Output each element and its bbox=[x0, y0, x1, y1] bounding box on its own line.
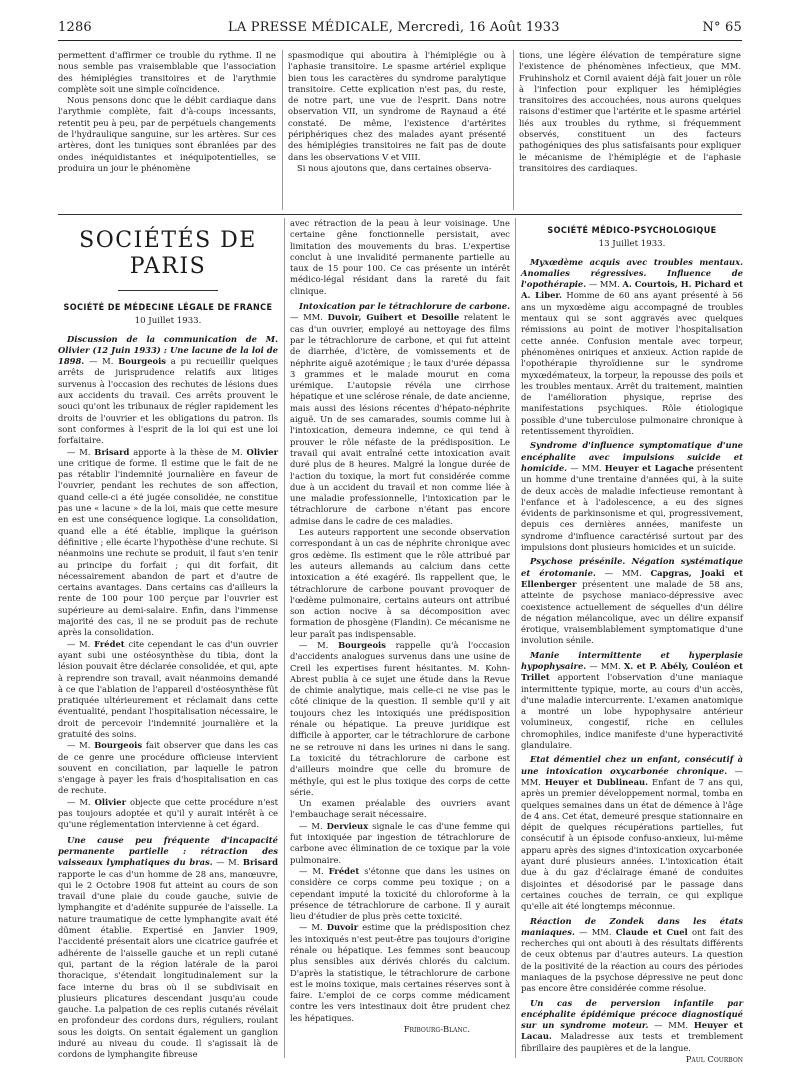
author-name: Brisard bbox=[242, 857, 278, 868]
author-name: Duvoir bbox=[326, 922, 359, 933]
author-name: Bourgeois bbox=[94, 740, 143, 751]
article-heading: Réaction de Zondek dans les états maniaques. bbox=[521, 915, 743, 937]
author-name: Bourgeois bbox=[118, 356, 167, 367]
society-title: SOCIÉTÉ MÉDICO-PSYCHOLOGIQUE bbox=[547, 226, 717, 236]
session-date: 10 Juillet 1933. bbox=[134, 316, 202, 327]
article-heading: Discussion de la communication de M. Olivier (12 Juin 1933) : Une lacune de la loi de 1898. bbox=[58, 333, 278, 367]
paragraph: spasmodique qui aboutira à l'hémiplégie ou à l'aphasie transitoire. Le spasme artériel explique bien tous les caractères du syndrome paralytique transitoire. Cette explication n'est pas, du reste, de notre part, une vue de l'esprit. Dans notre observation VII, un syndrome de Raynaud a été constaté. De même, l'existence d'artérites périphériques chez des malades ayant présenté des hémiplégies transitoires ne fait pas de doute dans les observations V et VIII. bbox=[288, 50, 506, 162]
author-name: Heuyer et Lacau. bbox=[521, 1020, 743, 1042]
journal-title: LA PRESSE MÉDICALE, Mercredi, 16 Août 1933 bbox=[228, 20, 560, 35]
section-title: SOCIÉTÉS DE PARIS bbox=[79, 228, 257, 279]
paragraph: permettent d'affirmer ce trouble du rythme. Il ne nous semble pas vraisemblable que l'association des hémiplégies transitoires et de l'arythmie complète soit une simple coïncidence. bbox=[58, 50, 276, 94]
paragraph: Les auteurs rapportent une seconde observation correspondant à un cas de néphrite chronique avec gros œdème. Ils estiment que le rôle attribué par les auteurs allemands au calcium dans cette intoxication a été exagéré. Ils rappellent que, le tétrachlorure de carbone pouvant provoquer de l'œdème pulmonaire, certains auteurs ont attribué son action nocive à sa décomposition avec formation de phosgène (Flandin). Ce mécanisme ne leur paraît pas indispensable. bbox=[290, 527, 510, 639]
middle-column: avec rétraction de la peau à leur voisinage. Une certaine gêne fonctionnelle persistait, avec limitation des mouvements du bras. L'expertise conclut à une invalidité permanente partielle au taux de 15 pour 100. Ce cas présente un intérêt médico-légal résidant dans la rareté du fait clinique. Intoxication par le tétrachlorure de carbone. — MM. Duvoir, Guibert et Desoille relatent le cas d'un ouvrier, employé au nettoyage des films par le tétrachlorure de carbone, et qui fut atteint de diarrhée, d'ictère, de vomissements et de néphrite aiguë azotémique ; le taux d'urée dépassa 3 grammes et le malade mourut en coma urémique. L'autopsie révéla une cirrhose hépatique et une sclérose rénale, de date ancienne, mais aussi des lésions récentes d'hépato-néphrite aiguë. Un de ses camarades, soumis comme lui à l'intoxication, demeura indemne, ce qui tend à prouver le rôle néfaste de la prédisposition. Le travail qui avait entraîné cette intoxication avait duré plus de 8 heures. Malgré la longue durée de l'action du toxique, la mort fut considérée comme due à un accident du travail et non comme liée à une maladie professionnelle, l'intoxication par le tétrachlorure de carbone n'étant pas encore admise dans le cadre de ces maladies. Les auteurs rapportent une seconde observation correspondant à un cas de néphrite chronique avec gros œdème. Ils estiment que le rôle attribué par les auteurs allemands au calcium dans cette intoxication a été exagéré. Ils rappellent que, le tétrachlorure de carbone pouvant provoquer de l'œdème pulmonaire, certains auteurs ont attribué son action nocive à sa décomposition avec formation de phosgène (Flandin). Ce mécanisme ne leur paraît pas indispensable. — M. Bourgeois rappelle qu'à l'occasion d'accidents analogues survenus dans une usine de Creil les expertises furent hésitantes. M. Kohn-Abrest publia à ce sujet une étude dans la Revue de chimie analytique, mais celle-ci ne vise pas le côté clinique de la question. Il semble qu'il y ait toujours chez les intoxiqués une prédisposition rénale ou hépatique. La preuve juridique est difficile à apporter, car le tétrachlorure de carbone ne se retrouve ni dans les urines ni dans le sang. La toxicité du tétrachlorure de carbone est d'ailleurs moindre que celle du bromure de méthyle, qui est le plus toxique des corps de cette série. Un examen préalable des ouvriers avant l'embauchage serait nécessaire. — M. Dervieux signale le cas d'une femme qui fut intoxiquée par ingestion de tétrachlorure de carbone avec élimination de ce toxique par la voie pulmonaire. — M. Frédet s'étonne que dans les usines on considère ce corps comme peu toxique ; on a cependant imputé la toxicité du chloroforme à la présence de tétrachlorure de carbone. Il y aurait lieu d'étudier de plus près cette toxicité. — M. Duvoir estime que la prédisposition chez les intoxiqués n'est peut-être pas toujours d'origine rénale ou hépatique. Les femmes sont beaucoup plus sensibles aux dérivés chlorés du calcium. D'après la statistique, le tétrachlorure de carbone est le moins toxique, mais certaines réserves sont à faire. L'emploi de ce corps comme médicament contre les vers intestinaux doit être prudent chez les hépatiques. Fribourg-Blanc. bbox=[290, 218, 511, 1035]
author-name: Capgras, Joaki et Ellenberger bbox=[521, 567, 743, 589]
article-heading: Syndrome d'influence symptomatique d'une encéphalite avec impulsions suicide et homicide. bbox=[521, 440, 743, 473]
top-column-3 bbox=[519, 50, 741, 210]
author-name: Frédet bbox=[94, 638, 125, 649]
column-divider bbox=[284, 218, 285, 1058]
paragraph: Un examen préalable des ouvriers avant l'embauchage serait nécessaire. bbox=[290, 798, 510, 820]
top-column-1 bbox=[58, 50, 276, 210]
paragraph: avec rétraction de la peau à leur voisinage. Une certaine gêne fonctionnelle persistait, avec limitation des mouvements du bras. L'expertise conclut à une invalidité permanente partielle au taux de 15 pour 100. Ce cas présente un intérêt médico-légal résidant dans la rareté du fait clinique. bbox=[290, 218, 510, 296]
left-column: SOCIÉTÉS DE PARIS SOCIÉTÉ DE MÉDECINE LÉGALE DE FRANCE 10 Juillet 1933. Discussion de la communication de M. Olivier (12 Juin 1933) : Une lacune de la loi de 1898. — M. Bourgeois a pu recueillir quelques arrêts de jurisprudence relatifs aux litiges survenus à l'occasion des rechutes de lésions dues aux accidents du travail. Ces arrêts prouvent le souci qu'ont les tribunaux de régler rapidement les droits de l'ouvrier et les obligations du patron. Ils sont conformes à l'esprit de la loi qui est une loi forfaitaire. — M. Brisard apporte à la thèse de M. Olivier une critique de forme. Il estime que le fait de ne pas rétablir l'indemnité journalière en faveur de l'ouvrier, pendant les rechutes de son affection, quand celle-ci a été jugée consolidée, ne constitue pas une « lacune » de la loi, mais que cette mesure en est une conséquence logique. La consolidation, quand elle a été établie, implique la guérison définitive ; elle écarte l'hypothèse d'une rechute. Si néanmoins une rechute se produit, il faut s'en tenir au principe du forfait ; qui dit forfait, dit nécessairement abandon de part et d'autre de certains avantages. Dans certains cas d'ailleurs la rente de 100 pour 100 perçue par l'ouvrier est supérieure au demi-salaire. Enfin, dans l'immense majorité des cas, il ne se produit pas de rechute après la consolidation. — M. Frédet cite cependant le cas d'un ouvrier ayant subi une ostéosynthèse du tibia, dont la lésion pouvait être déclarée consolidée, et qui, apte à reprendre son travail, avait néanmoins demandé à ce que l'ablation de l'appareil d'ostéosynthèse fût pratiquée ultérieurement et réclamait dans cette éventualité, pendant l'hospitalisation nécessaire, le droit de percevoir l'indemnité journalière et la gratuité des soins. — M. Bourgeois fait observer que dans les cas de ce genre une procédure officieuse intervient souvent en conciliation, par laquelle le patron s'engage à payer les frais d'hospitalisation en cas de rechute. — M. Olivier objecte que cette procédure n'est pas toujours adoptée et qu'il y aurait intérêt à ce qu'une réglementation intervienne à cet égard. Une cause peu fréquente d'incapacité permanente partielle : rétraction des vaisseaux lymphatiques du bras. — M. Brisard rapporte le cas d'un homme de 28 ans, manœuvre, qui le 2 Octobre 1908 fut atteint au cours de son travail d'une plaie du coude gauche, suivie de lymphangite et d'adénite suppurée de l'aisselle. La nature traumatique de cette lymphangite avait été dûment établie. Expertisé en Janvier 1909, l'accidenté présentait alors une cicatrice gaufrée et adhérente de l'aisselle gauche et un repli cutané qui, partant de la région latérale de la paroi thoracique, s'étendait longitudinalement sur la face interne du bras où il se subdivisait en plusieurs plicatures descendant jusqu'au coude gauche. La palpation de ces replis cutanés révélait en profondeur des cordons durs, réguliers, roulant sous les doigts. On sentait également un ganglion induré au niveau du coude. Il s'agissait là de cordons de lymphangite fibreuse bbox=[58, 228, 279, 1060]
page-header bbox=[58, 20, 742, 41]
paragraph: Nous pensons donc que le débit cardiaque dans l'arythmie complète, fait d'à-coups incessants, retentit peu à peu, par de perpétuels changements de l'hydraulique sanguine, sur les artères. Sur ces artères, dont les tuniques sont ébranlées par des ondes inéquidistantes et inéquipotentielles, se produira un jour le phénomène bbox=[58, 95, 276, 173]
column-divider bbox=[282, 50, 283, 210]
article-heading: Myxœdème acquis avec troubles mentaux. Anomalies régressives. Influence de l'opothérapie. bbox=[521, 256, 743, 290]
author-name: Frédet bbox=[328, 865, 360, 876]
author-name: Heuyer et Lagache bbox=[604, 462, 694, 473]
author-name: Dervieux bbox=[326, 820, 369, 831]
author-name: Olivier bbox=[94, 796, 127, 807]
author-name: Olivier bbox=[246, 446, 278, 457]
article-heading: Etat démentiel chez un enfant, consécutif à une intoxication oxycarbonée chronique. bbox=[521, 754, 743, 776]
signature: Paul Courbon bbox=[685, 1054, 743, 1065]
author-name: Bourgeois bbox=[338, 639, 386, 650]
paragraph: tions, une légère élévation de température signe l'existence de phénomènes infectieux, que MM. Fruhinsholz et Cornil avaient déjà fait jouer un rôle à l'infection pour expliquer les hémiplégies transitoires des accouchées, nous aurons quelques raisons d'estimer que l'artérite et le spasme artériel liés aux troubles du rythme, si fréquemment observés, constituent un des facteurs pathogéniques des plus satisfaisants pour expliquer le mécanisme de l'hémiplégie et de l'aphasie transitoires des cardiaques. bbox=[519, 50, 741, 173]
article-heading: Intoxication par le tétrachlorure de carbone. bbox=[299, 301, 510, 312]
signature: Fribourg-Blanc. bbox=[403, 1024, 470, 1035]
section-rule bbox=[58, 214, 742, 215]
author-name: Heuyer et Dublineau. bbox=[544, 776, 648, 787]
column-divider bbox=[515, 218, 516, 1058]
society-title: SOCIÉTÉ DE MÉDECINE LÉGALE DE FRANCE bbox=[63, 303, 273, 313]
author-name: A. Courtois, H. Pichard et A. Liber. bbox=[521, 279, 743, 301]
column-divider bbox=[513, 50, 514, 210]
article-heading: Une cause peu fréquente d'incapacité permanente partielle : rétraction des vaisseaux lymphatiques du bras. bbox=[58, 834, 278, 868]
author-name: Claude et Cuel bbox=[615, 926, 688, 937]
article-heading: Psychose présénile. Négation systématique et érotomanie. bbox=[521, 556, 743, 578]
top-column-2 bbox=[288, 50, 506, 210]
author-name: X. et P. Abély, Couléon et Trillet bbox=[521, 660, 743, 683]
author-name: Brisard bbox=[94, 446, 130, 457]
issue-number: N° 65 bbox=[702, 20, 742, 35]
article-heading: Manie intermittente et hyperplasie hypophysaire. bbox=[521, 649, 743, 671]
session-date: 13 Juillet 1933. bbox=[598, 239, 666, 250]
author-name: Duvoir, Guibert et Desoille bbox=[327, 312, 460, 323]
paragraph: Si nous ajoutons que, dans certaines observa- bbox=[297, 162, 492, 173]
article-heading: Un cas de perversion infantile par encéphalite épidémique précoce diagnostiqué sur un syndrome moteur. bbox=[521, 997, 743, 1031]
page-number: 1286 bbox=[58, 20, 92, 35]
title-rule bbox=[118, 290, 218, 291]
right-column: SOCIÉTÉ MÉDICO-PSYCHOLOGIQUE 13 Juillet 1933. Myxœdème acquis avec troubles mentaux. Anomalies régressives. Influence de l'opothérapie. — MM. A. Courtois, H. Pichard et A. Liber. Homme de 60 ans ayant présenté à 56 ans un myxœdème aigu accompagné de troubles mentaux qui se sont aggravés avec quelques rémissions au point de motiver l'hospitalisation cette année. Confusion mentale avec torpeur, phénomènes oniriques et anxieux. Action rapide de l'opothérapie thyroïdienne sur le syndrome myxœdémateux, la torpeur, la repousse des poils et les troubles mentaux. Arrêt du traitement, maintien de l'amélioration physique, reprise des manifestations psychiques. Rôle étiologique possible d'une tuberculose pulmonaire chronique à retentissement thyroïdien. Syndrome d'influence symptomatique d'une encéphalite avec impulsions suicide et homicide. — MM. Heuyer et Lagache présentent un homme d'une trentaine d'années qui, à la suite de deux accès de maladie infectieuse remontant à l'enfance et à l'adolescence, a eu des signes évidents de parkinsonisme et qui, progressivement, depuis ces dernières années, manifeste un syndrome d'influence caractérisé surtout par des impulsions dont plusieurs homicides et un suicide. Psychose présénile. Négation systématique et érotomanie. — MM. Capgras, Joaki et Ellenberger présentent une malade de 58 ans, atteinte de psychose maniaco-dépressive avec coexistence actuellement de séquelles d'un délire de négation mélancolique, avec un délire expansif érotique, vraisemblablement symptomatique d'une involution sénile. Manie intermittente et hyperplasie hypophysaire. — MM. X. et P. Abély, Couléon et Trillet apportent l'observation d'une maniaque intermittente typique, morte, au cours d'un accès, d'une maladie intercurrente. L'examen anatomique a montré un lobe hypophysaire antérieur volumineux, congestif, riche en cellules chromophiles, indice manifeste d'une hyperactivité glandulaire. Etat démentiel chez un enfant, consécutif à une intoxication oxycarbonée chronique. — MM. Heuyer et Dublineau. Enfant de 7 ans qui, après un premier développement normal, tomba en quelques semaines dans un état de démence à l'âge de 4 ans. Cet état, demeuré presque stationnaire en dépit de quelques récupérations partielles, fut consécutif à un épisode confuso-anxieux, lui-même apparu après des signes d'intoxication oxycarbonée ayant duré plusieurs années. L'intoxication était due à du gaz d'éclairage émané de conduites disjointes et désodorisé par le passage dans certaines couches de terrain, ce qui explique qu'elle ait été longtemps méconnue. Réaction de Zondek dans les états maniaques. — MM. Claude et Cuel ont fait des recherches qui ont abouti à des résultats différents de ceux obtenus par d'autres auteurs. La question de la positivité de la réaction au cours des périodes maniaques de la psychose dépressive ne peut donc pas encore être considérée comme résolue. Un cas de perversion infantile par encéphalite épidémique précoce diagnostiqué sur un syndrome moteur. — MM. Heuyer et Lacau. Maladresse aux tests et tremblement fibrillaire des paupières et de la langue. Paul Courbon bbox=[521, 226, 743, 1065]
